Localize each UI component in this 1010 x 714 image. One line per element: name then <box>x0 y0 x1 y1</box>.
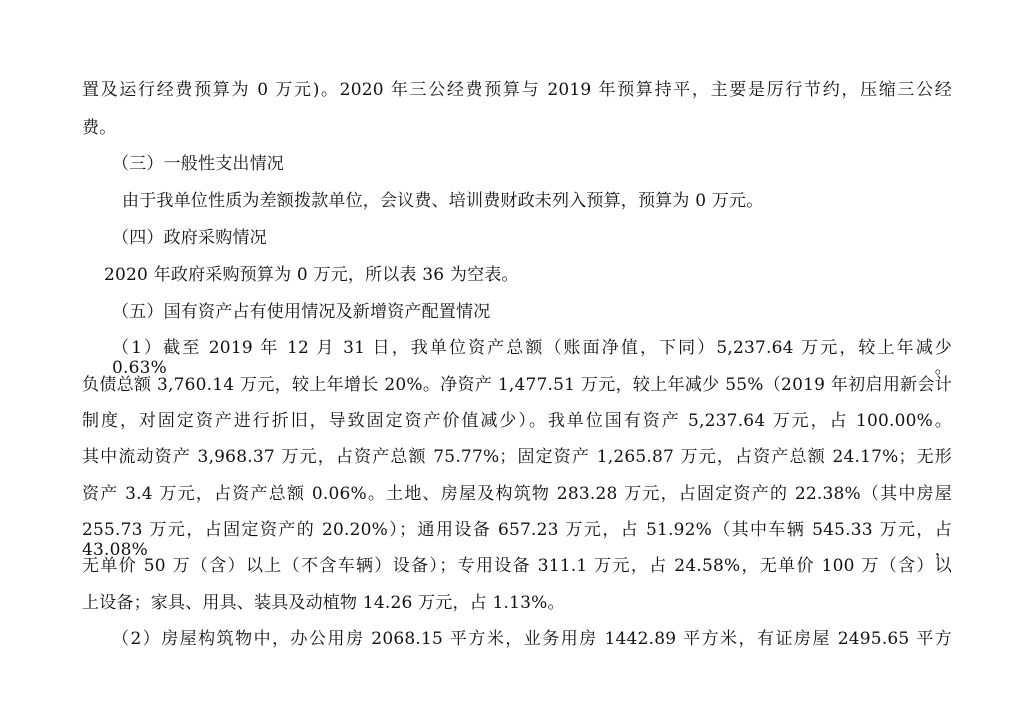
paragraph-line-13: 255.73 万元，占固定资产的 20.20%）；通用设备 657.23 万元，占 51.92%（其中车辆 545.33 万元，占 43.08%， <box>82 520 952 560</box>
paragraph-line-2: 费。 <box>82 118 117 138</box>
paragraph-line-10: 制度，对固定资产进行折旧，导致固定资产价值减少）。我单位国有资产 5,237.64 万元，占 100.00%。 <box>82 411 952 431</box>
paragraph-line-14: 无单价 50 万（含）以上（不含车辆）设备）；专用设备 311.1 万元，占 24.58%，无单价 100 万（含）以 <box>82 556 952 576</box>
section-heading-5: （五）国有资产占有使用情况及新增资产配置情况 <box>112 302 491 322</box>
paragraph-line-4: 由于我单位性质为差额拨款单位，会议费、培训费财政未列入预算，预算为 0 万元。 <box>122 191 764 211</box>
paragraph-line-8: （1）截至 2019 年 12 月 31 日，我单位资产总额（账面净值，下同）5,237.64 万元，较上年减少 0.63%。 <box>112 338 952 378</box>
section-heading-4: （四）政府采购情况 <box>112 228 267 248</box>
section-heading-3: （三）一般性支出情况 <box>112 154 284 174</box>
paragraph-line-12: 资产 3.4 万元，占资产总额 0.06%。土地、房屋及构筑物 283.28 万元，占固定资产的 22.38%（其中房屋 <box>82 484 952 504</box>
paragraph-line-11: 其中流动资产 3,968.37 万元，占资产总额 75.77%；固定资产 1,265.87 万元，占资产总额 24.17%；无形 <box>82 447 952 467</box>
paragraph-line-16: （2）房屋构筑物中，办公用房 2068.15 平方米，业务用房 1442.89 平方米，有证房屋 2495.65 平方 <box>112 629 952 649</box>
paragraph-line-15: 上设备；家具、用具、装具及动植物 14.26 万元，占 1.13%。 <box>82 593 565 613</box>
paragraph-line-6: 2020 年政府采购预算为 0 万元，所以表 36 为空表。 <box>104 265 519 285</box>
paragraph-line-9: 负债总额 3,760.14 万元，较上年增长 20%。净资产 1,477.51 万元，较上年减少 55%（2019 年初启用新会计 <box>82 375 952 395</box>
paragraph-line-1: 置及运行经费预算为 0 万元)。2020 年三公经费预算与 2019 年预算持平，主要是厉行节约，压缩三公经 <box>82 80 952 100</box>
